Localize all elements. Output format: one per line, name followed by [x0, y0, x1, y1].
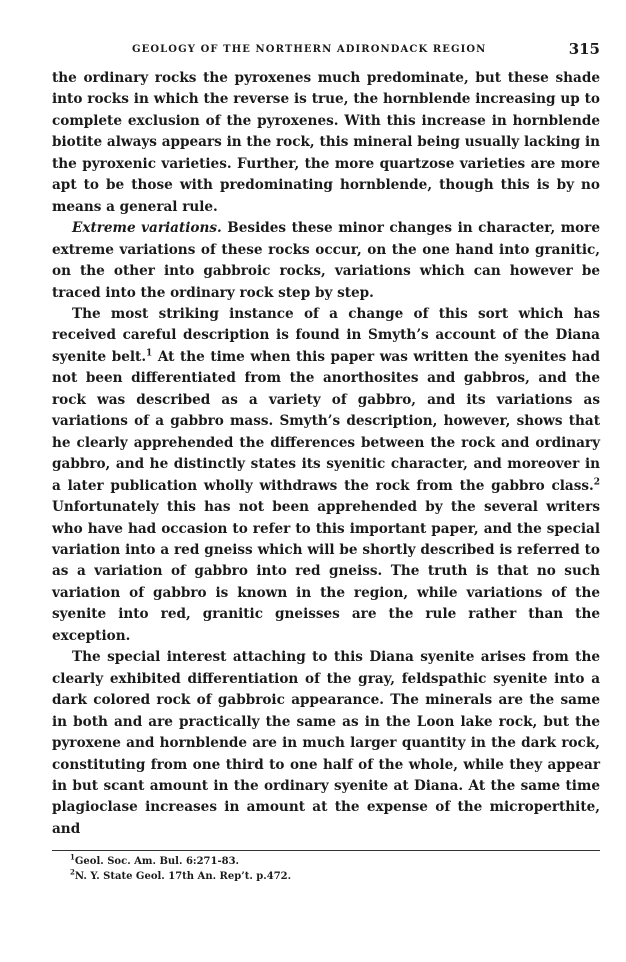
section-heading-extreme-variations: Extreme variations. [72, 220, 222, 237]
body-text [52, 68, 600, 840]
footnotes [52, 854, 600, 884]
footnote-2 [70, 869, 600, 884]
page-header [52, 38, 600, 62]
footnote-1 [70, 854, 600, 869]
paragraph-4 [52, 647, 600, 840]
document-page [52, 38, 600, 884]
paragraph-4-text: The special interest attaching to this Diana syenite arises from the clearly exhibited differentiation of the gray, feldspathic syenite into a dark colored rock of gabbroic appearance. The minerals are the same in both and are practically the same as in the Loon lake rock, but the pyroxene and hornblende are in much larger quantity in the dark rock, constituting from one third to one half of the whole, while they appear in but scant amount in the ordinary syenite at Diana. At the same time plagioclase increases in amount at the expense of the microperthite, and [52, 649, 600, 837]
footnote-2-text: N. Y. State Geol. 17th An. Rep’t. p.472. [74, 871, 292, 883]
footnote-ref-1: 1 [146, 348, 153, 359]
running-head: GEOLOGY OF THE NORTHERN ADIRONDACK REGION [132, 44, 487, 55]
paragraph-2-text: Besides these minor changes in character, more extreme variations of these rocks occur, on the one hand into granitic, on the other into gabbroic rocks, variations which can however be traced into the ordinary rock step by step. [52, 220, 600, 301]
paragraph-1-text: the ordinary rocks the pyroxenes much predominate, but these shade into rocks in which the reverse is true, the hornblende increasing up to complete exclusion of the pyroxenes. With this increase in hornblende biotite always appears in the rock, this mineral being usually lacking in the pyroxenic varieties. Further, the more quartzose varieties are more apt to be those with predominating hornblende, though this is by no means a general rule. [52, 70, 600, 215]
page-number: 315 [568, 40, 600, 58]
paragraph-3-text-b: At the time when this paper was written the syenites had not been differentiated from the anorthosites and gabbros, and the rock was described as a variety of gabbro, and its variations as variations of a gabbro mass. Smyth’s description, however, shows that he clearly apprehended the differences between the rock and ordinary gabbro, and he distinctly states its syenitic character, and moreover in a later publication wholly withdraws the rock from the gabbro class. [52, 348, 600, 494]
paragraph-3-text-c: Unfortunately this has not been apprehended by the several writers who have had occasion to refer to this important paper, and the special variation into a red gneiss which will be shortly described is referred to as a variation of gabbro into red gneiss. The truth is that no such variation of gabbro is known in the region, while variations of the syenite into red, granitic gneisses are the rule rather than the exception. [52, 499, 600, 644]
paragraph-1 [52, 68, 600, 218]
paragraph-3 [52, 304, 600, 647]
paragraph-2 [52, 218, 600, 304]
footnote-ref-2: 2 [593, 477, 600, 488]
footnote-1-text: Geol. Soc. Am. Bul. 6:271-83. [74, 856, 240, 868]
paragraph-3-text-a: The most striking instance of a change of this sort which has received careful description is found in Smyth’s account of the Diana syenite belt. [52, 305, 600, 365]
footnote-1-mark: 1 [70, 852, 75, 862]
footnote-2-mark: 2 [70, 867, 75, 877]
footnote-divider [52, 850, 600, 851]
